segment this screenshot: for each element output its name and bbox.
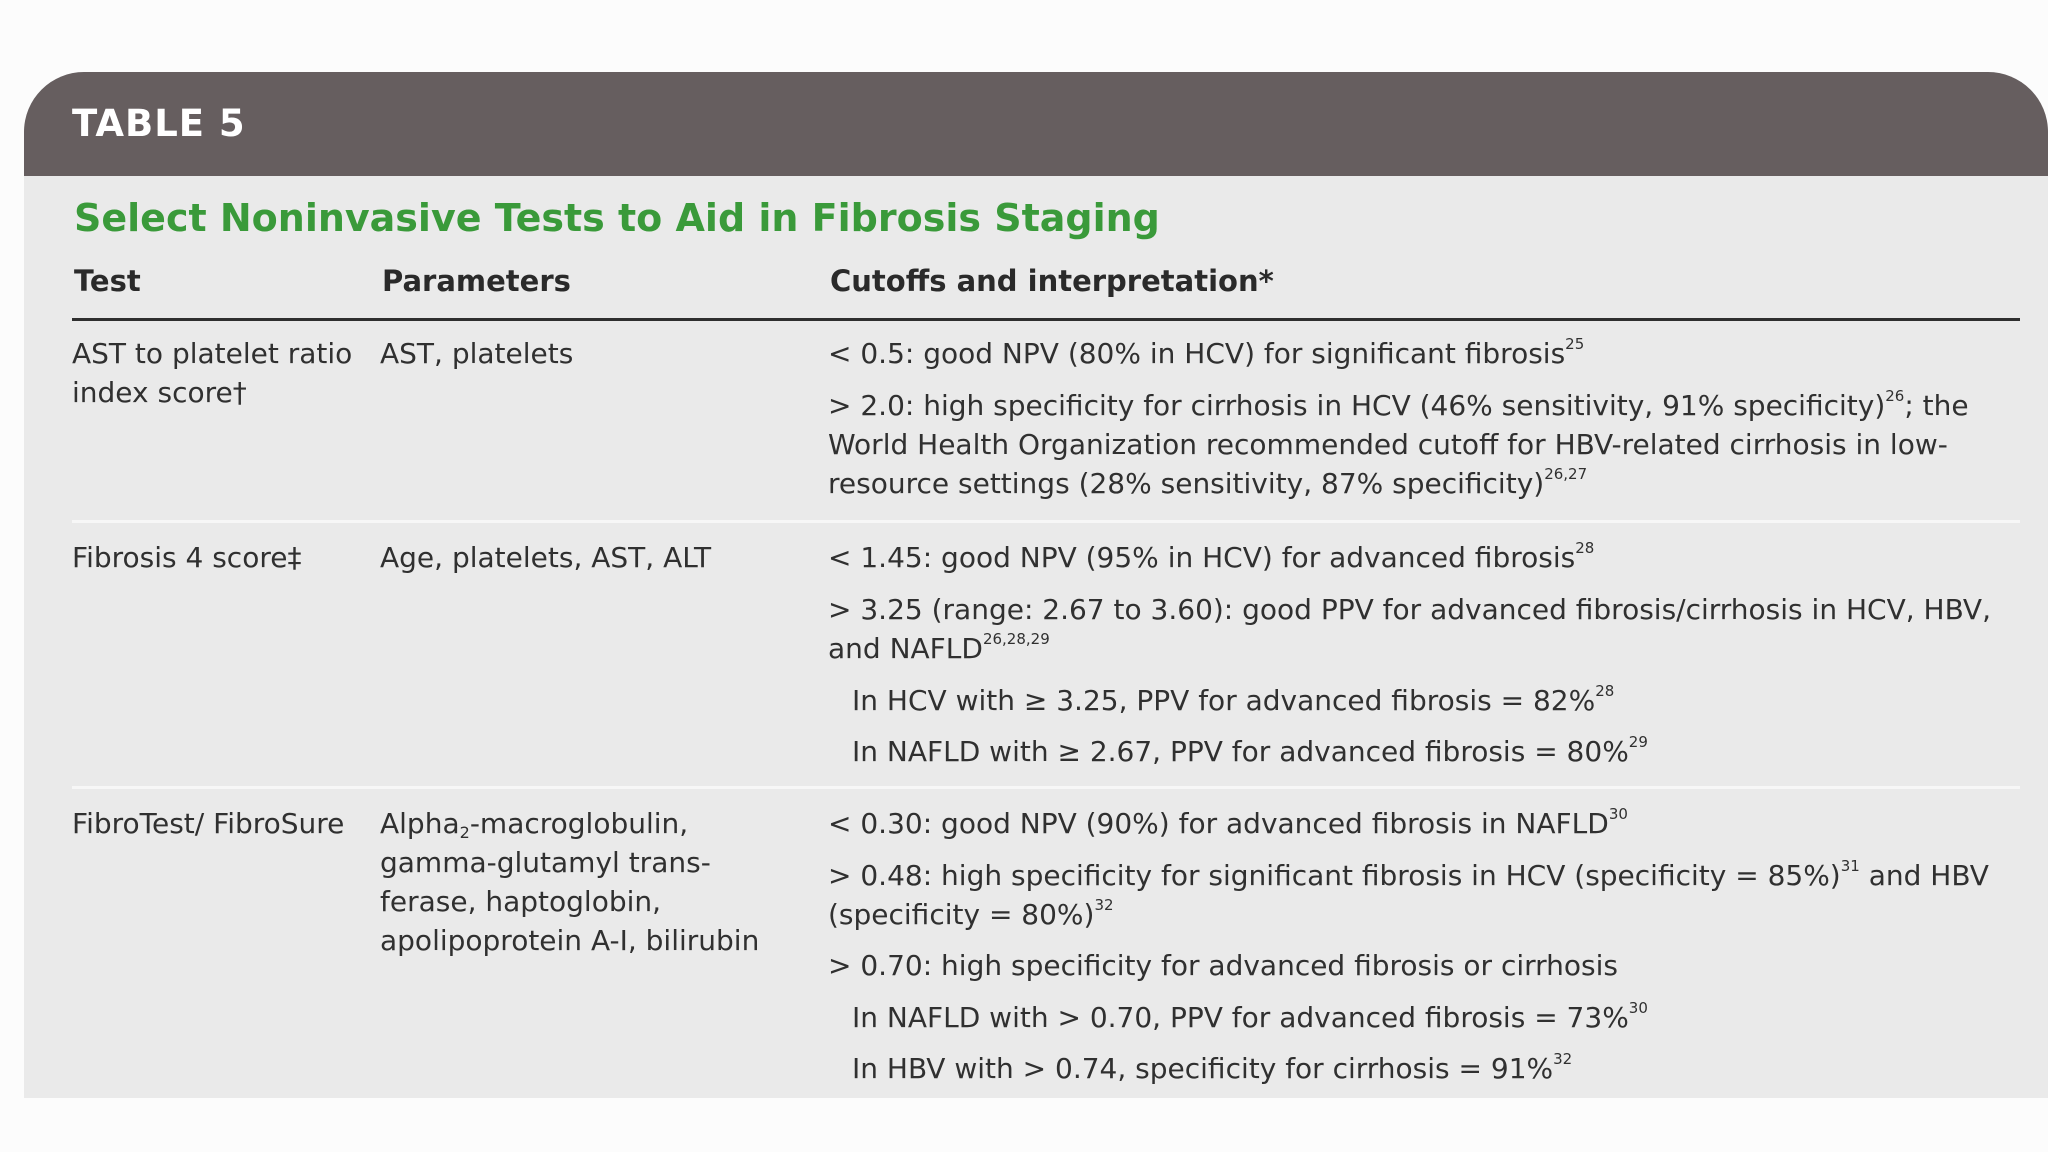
- row-3-cutoff-3: > 0.70: high specificity for advanced fibrosis or cirrhosis: [828, 949, 1618, 982]
- table-card: [24, 72, 2048, 1098]
- column-header-test: Test: [74, 264, 141, 298]
- column-header-parameters: Parameters: [382, 264, 571, 298]
- row-1-test: AST to platelet ratio index score†: [72, 337, 353, 409]
- row-2-cutoff-2: > 3.25 (range: 2.67 to 3.60): good PPV for advanced fibrosis/cirrhosis in HCV, HBV, and NAFLD$^{26,28,29}$: [828, 593, 1991, 665]
- row-3-parameters: Alpha$_2$-macroglobulin, gamma-glutamyl trans-ferase, haptoglobin, apolipoprotein A-I, bilirubin: [380, 807, 760, 957]
- row-3-cutoff-5: In HBV with > 0.74, specificity for cirrhosis = 91%$^{32}$: [852, 1050, 1573, 1085]
- header-rule: [72, 318, 2020, 321]
- row-1-cutoff-2: > 2.0: high specificity for cirrhosis in HCV (46% sensitivity, 91% specificity)$^{26}$; the World Health Organization recommended cutoff for HBV-related cirrhosis in low-resource settings (28% sensitivity, 87% specificity)$^{26,27}$: [828, 387, 1969, 500]
- row-3-cutoff-1: < 0.30: good NPV (90%) for advanced fibrosis in NAFLD$^{30}$: [828, 805, 1628, 840]
- row-2-cutoff-1: < 1.45: good NPV (95% in HCV) for advanced fibrosis$^{28}$: [828, 539, 1595, 574]
- row-2-cutoff-3: In HCV with ≥ 3.25, PPV for advanced fibrosis = 82%$^{28}$: [852, 682, 1615, 717]
- table-header-band: [24, 72, 2048, 176]
- row-2-parameters: Age, platelets, AST, ALT: [380, 541, 712, 574]
- row-1-parameters: AST, platelets: [380, 337, 574, 370]
- column-header-cutoffs: Cutoffs and interpretation*: [830, 264, 1274, 298]
- row-2-cutoff-4: In NAFLD with ≥ 2.67, PPV for advanced fibrosis = 80%$^{29}$: [852, 733, 1648, 768]
- row-3-cutoff-4: In NAFLD with > 0.70, PPV for advanced fibrosis = 73%$^{30}$: [852, 999, 1648, 1034]
- row-3-cutoff-2: > 0.48: high specificity for significant fibrosis in HCV (specificity = 85%)$^{31}$ and HBV (specificity = 80%)$^{32}$: [828, 857, 1989, 931]
- row-divider: [72, 786, 2020, 789]
- row-divider: [72, 520, 2020, 523]
- table-label: TABLE 5: [72, 102, 246, 145]
- row-2-test: Fibrosis 4 score‡: [72, 541, 302, 574]
- table-title: Select Noninvasive Tests to Aid in Fibrosis Staging: [74, 196, 1160, 240]
- row-3-test: FibroTest/ FibroSure: [72, 807, 345, 840]
- row-1-cutoff-1: < 0.5: good NPV (80% in HCV) for significant fibrosis$^{25}$: [828, 335, 1585, 370]
